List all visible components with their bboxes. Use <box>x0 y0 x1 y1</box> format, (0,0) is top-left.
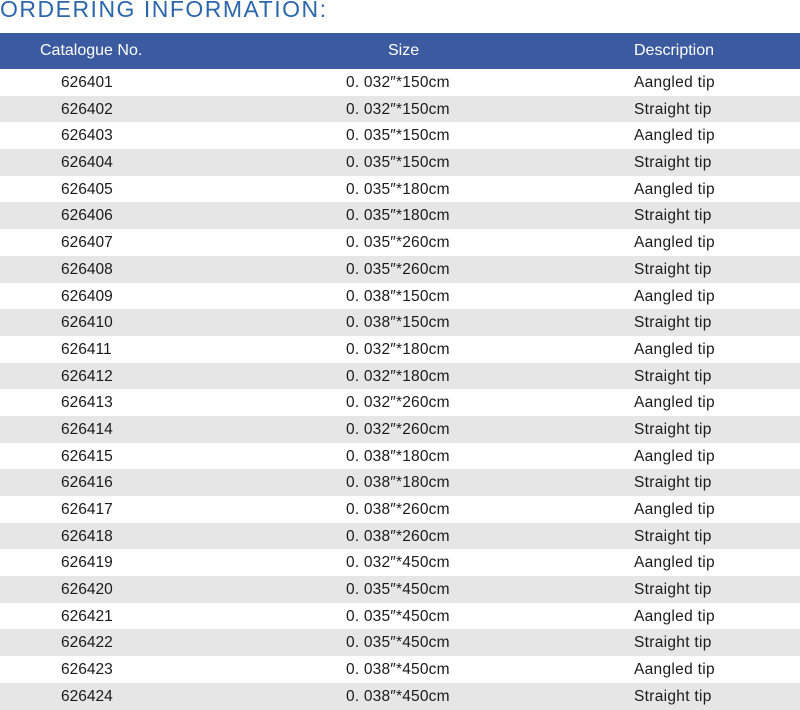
table-row <box>0 283 800 310</box>
catalogue-cell: 626408 <box>61 260 113 278</box>
description-cell: Aangled tip <box>634 287 715 305</box>
size-cell: 0. 038″*150cm <box>346 314 450 332</box>
catalogue-cell: 626401 <box>61 74 113 91</box>
description-cell: Aangled tip <box>634 74 715 91</box>
description-cell: Aangled tip <box>634 607 715 625</box>
table-row <box>0 656 800 683</box>
size-cell: 0. 032″*150cm <box>346 74 450 91</box>
table-row <box>0 443 800 470</box>
description-cell: Straight tip <box>634 260 712 278</box>
table-row <box>0 363 800 390</box>
size-cell: 0. 038″*180cm <box>346 447 450 465</box>
size-cell: 0. 038″*450cm <box>346 661 450 679</box>
description-cell: Aangled tip <box>634 501 715 518</box>
description-cell: Straight tip <box>634 527 712 545</box>
description-cell: Straight tip <box>634 420 712 438</box>
catalogue-cell: 626410 <box>61 314 113 332</box>
catalogue-cell: 626403 <box>61 127 113 145</box>
catalogue-cell: 626419 <box>61 554 113 572</box>
table-row <box>0 69 800 96</box>
size-cell: 0. 035″*260cm <box>346 260 450 278</box>
catalogue-cell: 626405 <box>61 180 113 198</box>
description-cell: Aangled tip <box>634 234 715 252</box>
size-cell: 0. 038″*260cm <box>346 527 450 545</box>
description-cell: Straight tip <box>634 207 712 225</box>
description-cell: Straight tip <box>634 154 712 172</box>
table-row <box>0 149 800 176</box>
description-cell: Straight tip <box>634 314 712 332</box>
size-cell: 0. 035″*150cm <box>346 154 450 172</box>
header-catalogue-no: Catalogue No. <box>40 42 143 59</box>
description-cell: Aangled tip <box>634 554 715 572</box>
description-cell: Aangled tip <box>634 127 715 145</box>
table-body <box>0 69 800 710</box>
catalogue-cell: 626415 <box>61 447 113 465</box>
table-row <box>0 202 800 229</box>
catalogue-cell: 626402 <box>61 100 113 118</box>
catalogue-cell: 626416 <box>61 474 113 492</box>
catalogue-cell: 626413 <box>61 394 113 412</box>
catalogue-cell: 626407 <box>61 234 113 252</box>
table-row <box>0 122 800 149</box>
size-cell: 0. 035″*260cm <box>346 234 450 252</box>
size-cell: 0. 035″*150cm <box>346 127 450 145</box>
size-cell: 0. 035″*450cm <box>346 607 450 625</box>
catalogue-cell: 626404 <box>61 154 113 172</box>
description-cell: Aangled tip <box>634 447 715 465</box>
size-cell: 0. 035″*180cm <box>346 180 450 198</box>
size-cell: 0. 032″*180cm <box>346 367 450 385</box>
size-cell: 0. 032″*450cm <box>346 554 450 572</box>
catalogue-cell: 626418 <box>61 527 113 545</box>
catalogue-cell: 626414 <box>61 420 113 438</box>
description-cell: Aangled tip <box>634 661 715 679</box>
catalogue-cell: 626406 <box>61 207 113 225</box>
table-row <box>0 496 800 523</box>
catalogue-cell: 626412 <box>61 367 113 385</box>
catalogue-cell: 626424 <box>61 687 113 705</box>
table-row <box>0 469 800 496</box>
description-cell: Straight tip <box>634 100 712 118</box>
header-description: Description <box>634 42 715 59</box>
description-cell: Aangled tip <box>634 340 715 358</box>
table-row <box>0 629 800 656</box>
description-cell: Straight tip <box>634 634 712 652</box>
table-row <box>0 176 800 203</box>
table-row <box>0 683 800 710</box>
size-cell: 0. 038″*180cm <box>346 474 450 492</box>
size-cell: 0. 038″*150cm <box>346 287 450 305</box>
description-cell: Straight tip <box>634 367 712 385</box>
size-cell: 0. 032″*180cm <box>346 340 450 358</box>
table-row <box>0 336 800 363</box>
table-row <box>0 256 800 283</box>
page-title: ORDERING INFORMATION: <box>0 0 328 22</box>
table-row <box>0 389 800 416</box>
description-cell: Aangled tip <box>634 394 715 412</box>
catalogue-cell: 626422 <box>61 634 113 652</box>
catalogue-cell: 626417 <box>61 501 113 518</box>
catalogue-cell: 626409 <box>61 287 113 305</box>
table-row <box>0 549 800 576</box>
size-cell: 0. 035″*450cm <box>346 581 450 599</box>
description-cell: Straight tip <box>634 474 712 492</box>
size-cell: 0. 032″*150cm <box>346 100 450 118</box>
table-row <box>0 416 800 443</box>
size-cell: 0. 032″*260cm <box>346 394 450 412</box>
size-cell: 0. 032″*260cm <box>346 420 450 438</box>
size-cell: 0. 035″*450cm <box>346 634 450 652</box>
description-cell: Straight tip <box>634 581 712 599</box>
catalogue-cell: 626421 <box>61 607 113 625</box>
table-row <box>0 309 800 336</box>
ordering-table <box>0 33 800 710</box>
table-header <box>0 33 800 69</box>
description-cell: Aangled tip <box>634 180 715 198</box>
catalogue-cell: 626423 <box>61 661 113 679</box>
catalogue-cell: 626420 <box>61 581 113 599</box>
size-cell: 0. 038″*450cm <box>346 687 450 705</box>
catalogue-cell: 626411 <box>61 340 112 358</box>
table-row <box>0 229 800 256</box>
table-row <box>0 603 800 630</box>
size-cell: 0. 035″*180cm <box>346 207 450 225</box>
table-row <box>0 96 800 123</box>
table-row <box>0 523 800 550</box>
size-cell: 0. 038″*260cm <box>346 501 450 518</box>
description-cell: Straight tip <box>634 687 712 705</box>
header-size: Size <box>388 42 420 59</box>
table-row <box>0 576 800 603</box>
